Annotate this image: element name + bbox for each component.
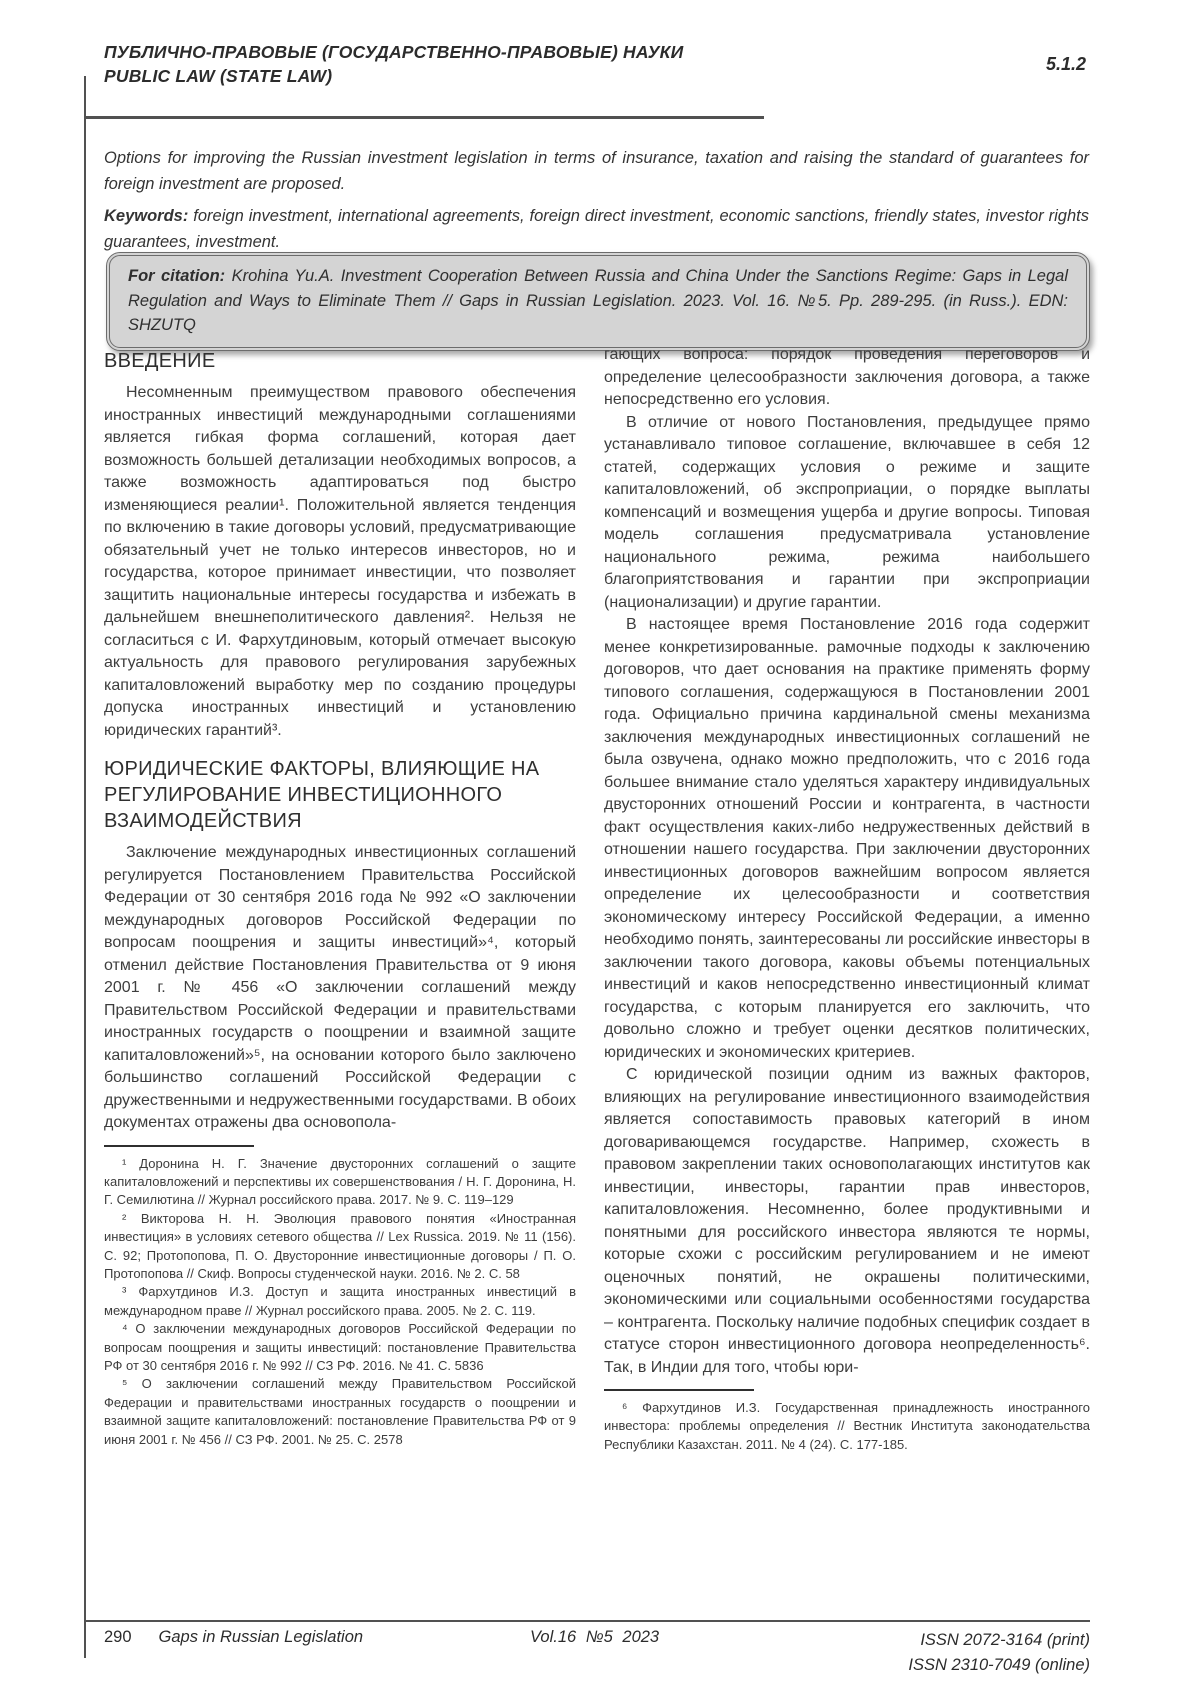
footnote-1: ¹ Доронина Н. Г. Значение двусторонних соглашений о защите капиталовложений и перспективы их совершенствования / Н. Г. Доронина, Н. Г. Семилютина // Журнал российского права. 2017. № 9. С. 119–129 (104, 1155, 576, 1208)
footnote-3: ³ Фархутдинов И.З. Доступ и защита иностранных инвестиций в международном праве // Журнал российского права. 2005. № 2. С. 119. (104, 1284, 576, 1318)
citation-box (106, 252, 1090, 351)
article-body (104, 344, 1090, 1454)
body-paragraph: гающих вопроса: порядок проведения переговоров и определение целесообразности заключения договора, а также непосредственно его условия. (604, 346, 1090, 408)
keywords-line (104, 203, 1089, 255)
keywords-label: Keywords: (104, 206, 189, 225)
issn-print: ISSN 2072-3164 (print) (920, 1631, 1090, 1649)
intro-heading: ВВЕДЕНИЕ (104, 350, 216, 372)
left-column (104, 344, 576, 1454)
citation-text: Krohina Yu.A. Investment Cooperation Between Russia and China Under the Sanctions Regime: Gaps in Legal Regulation and Ways to Eliminate Them // Gaps in Russian Legislation. 2023. Vol. 16. №5. Pp. 289-295. (in Russ.). EDN: SHZUTQ (128, 267, 1068, 334)
issn-online: ISSN 2310-7049 (online) (908, 1656, 1090, 1674)
footnote-2: ² Викторова Н. Н. Эволюция правового понятия «Иностранная инвестиция» в условиях сетевого общества // Lex Russica. 2019. № 11 (156). С. 92; Протопопова, П. О. Двусторонние инвестиционные договоры / П. О. Протопопова // Скиф. Вопросы студенческой науки. 2016. № 2. С. 58 (104, 1210, 576, 1281)
intro-paragraph: Несомненным преимуществом правового обеспечения иностранных инвестиций международными соглашениями является гибкая форма соглашений, которая дает возможность большей детализации необходимых вопросов, а также возможность адаптироваться под быстро изменяющиеся реалии¹. Положительной является тенденция по включению в такие договоры условий, предусматривающие обязательный учет не только интересов инвесторов, но и государства, которое принимает инвестиции, что позволяет защитить национальные интересы государства и избежать в дальнейшем внешнеполитического давления². Нельзя не согласиться с И. Фархутдиновым, который отмечает высокую актуальность для правового регулирования зарубежных капиталовложений выработку мер по созданию процедуры допуска иностранных инвестиций и установлению юридических гарантий³. (104, 384, 576, 739)
body-paragraph: В отличие от нового Постановления, предыдущее прямо устанавливало типовое соглашение, включавшее в себя 12 статей, содержащих условия о режиме и защите капиталовложений, об экспроприации, о порядке выплаты компенсаций и возмещения ущерба и другие вопросы. Типовая модель соглашения предусматривала установление национального режима, режима наибольшего благоприятствования и гарантии при экспроприации (национализации) и другие гарантии. (604, 413, 1090, 611)
volume-info: Vol.16 №5 2023 (530, 1628, 660, 1646)
page-footer (104, 1628, 1090, 1684)
factors-paragraph: Заключение международных инвестиционных соглашений регулируется Постановлением Правительства Российской Федерации от 30 сентября 2016 года № 992 «О заключении международных договоров Российской Федерации по вопросам поощрения и защиты инвестиций»⁴, который отменил действие Постановления Правительства от 9 июня 2001 г. № 456 «О заключении соглашений между Правительством Российской Федерации и правительствами иностранных государств о поощрении и взаимной защите капиталовложений»⁵, на основании которого было заключено большинство соглашений Российской Федерации с дружественными и недружественными государствами. В обоих документах отражены два основопола- (104, 844, 577, 1131)
rubric-line-en: PUBLIC LAW (STATE LAW) (104, 66, 333, 86)
body-paragraph: С юридической позиции одним из важных факторов, влияющих на регулирование инвестиционного взаимодействия является сопоставимость правовых категорий в ином договаривающемся государстве. Например, схожесть в правовом закреплении таких основополагающих институтов как инвестиции, инвесторы, гарантии прав инвесторов, капиталовложения. Несомненно, более продуктивными и понятными для российского инвестора являются те нормы, которые схожи с российским регулированием и не имеют оценочных понятий, не окрашены политическими, экономическими или социальными особенностями государства – контрагента. Поскольку наличие подобных специфик создает в статусе сторон инвестиционного договора неопределенность⁶. Так, в Индии для того, чтобы юри- (604, 1066, 1090, 1376)
rubric-header (104, 40, 924, 88)
footer-left-group (104, 1628, 363, 1647)
right-column (604, 344, 1090, 1454)
footnote-5: ⁵ О заключении соглашений между Правительством Российской Федерации и правительствами иностранных государств о поощрении и взаимной защите капиталовложений: постановление Правительства РФ от 9 июня 2001 г. № 456 // СЗ РФ. 2001. № 25. С. 2578 (104, 1376, 576, 1447)
abstract-text: Options for improving the Russian investment legislation in terms of insurance, taxation and raising the standard of guarantees for foreign investment are proposed. (104, 148, 1089, 193)
footnote-separator-left (104, 1145, 254, 1147)
factors-heading: ЮРИДИЧЕСКИЕ ФАКТОРЫ, ВЛИЯЮЩИЕ НА РЕГУЛИРОВАНИЕ ИНВЕСТИЦИОННОГО ВЗАИМОДЕЙСТВИЯ (104, 758, 540, 832)
journal-title: Gaps in Russian Legislation (158, 1628, 364, 1646)
keywords-text: foreign investment, international agreements, foreign direct investment, economic sanctions, friendly states, investor rights guarantees, investment. (104, 206, 1089, 251)
footnote-separator-right (604, 1389, 754, 1391)
header-rule (84, 116, 764, 119)
issn-block (908, 1628, 1090, 1678)
citation-label: For citation: (128, 267, 226, 285)
footnote-6: ⁶ Фархутдинов И.З. Государственная принадлежность иностранного инвестора: проблемы определения // Вестник Института законодательства Республики Казахстан. 2011. № 4 (24). С. 177-185. (604, 1400, 1090, 1452)
page-number: 290 (104, 1628, 132, 1646)
footnote-4: ⁴ О заключении международных договоров Российской Федерации по вопросам поощрения и защиты инвестиций: постановление Правительства РФ от 30 сентября 2016 г. № 992 // СЗ РФ. 2016. № 41. С. 5836 (104, 1321, 576, 1373)
classification-code: 5.1.2 (1046, 54, 1087, 74)
left-margin-rule (84, 76, 86, 1658)
body-paragraph: В настоящее время Постановление 2016 года содержит менее конкретизированные. рамочные подходы к заключению договоров, что дает основания на практике применять форму типового соглашения, содержащуюся в Постановлении 2001 года. Официально причина кардинальной смены механизма заключения международных инвестиционных соглашений не была озвучена, однако можно предположить, что с 2016 года большее внимание стало уделяться характеру индивидуальных двусторонних отношений России и контрагента, в частности факт осуществления каких-либо недружественных действий в отношении нашего государства. При заключении двусторонних инвестиционных договоров важнейшим вопросом является определение их целесообразности и соответствия экономическому интересу Российской Федерации, а именно необходимо понять, заинтересованы ли российские инвесторы в заключении такого договора, каковы объемы потенциальных инвестиций и каков непосредственно инвестиционный климат государства, с которым планируется его заключить, что довольно сложно и требует оценки десятков политических, юридических и экономических критериев. (604, 616, 1090, 1061)
footer-rule (84, 1620, 1090, 1622)
rubric-line-ru: ПУБЛИЧНО-ПРАВОВЫЕ (ГОСУДАРСТВЕННО-ПРАВОВЫЕ) НАУКИ (104, 42, 684, 62)
